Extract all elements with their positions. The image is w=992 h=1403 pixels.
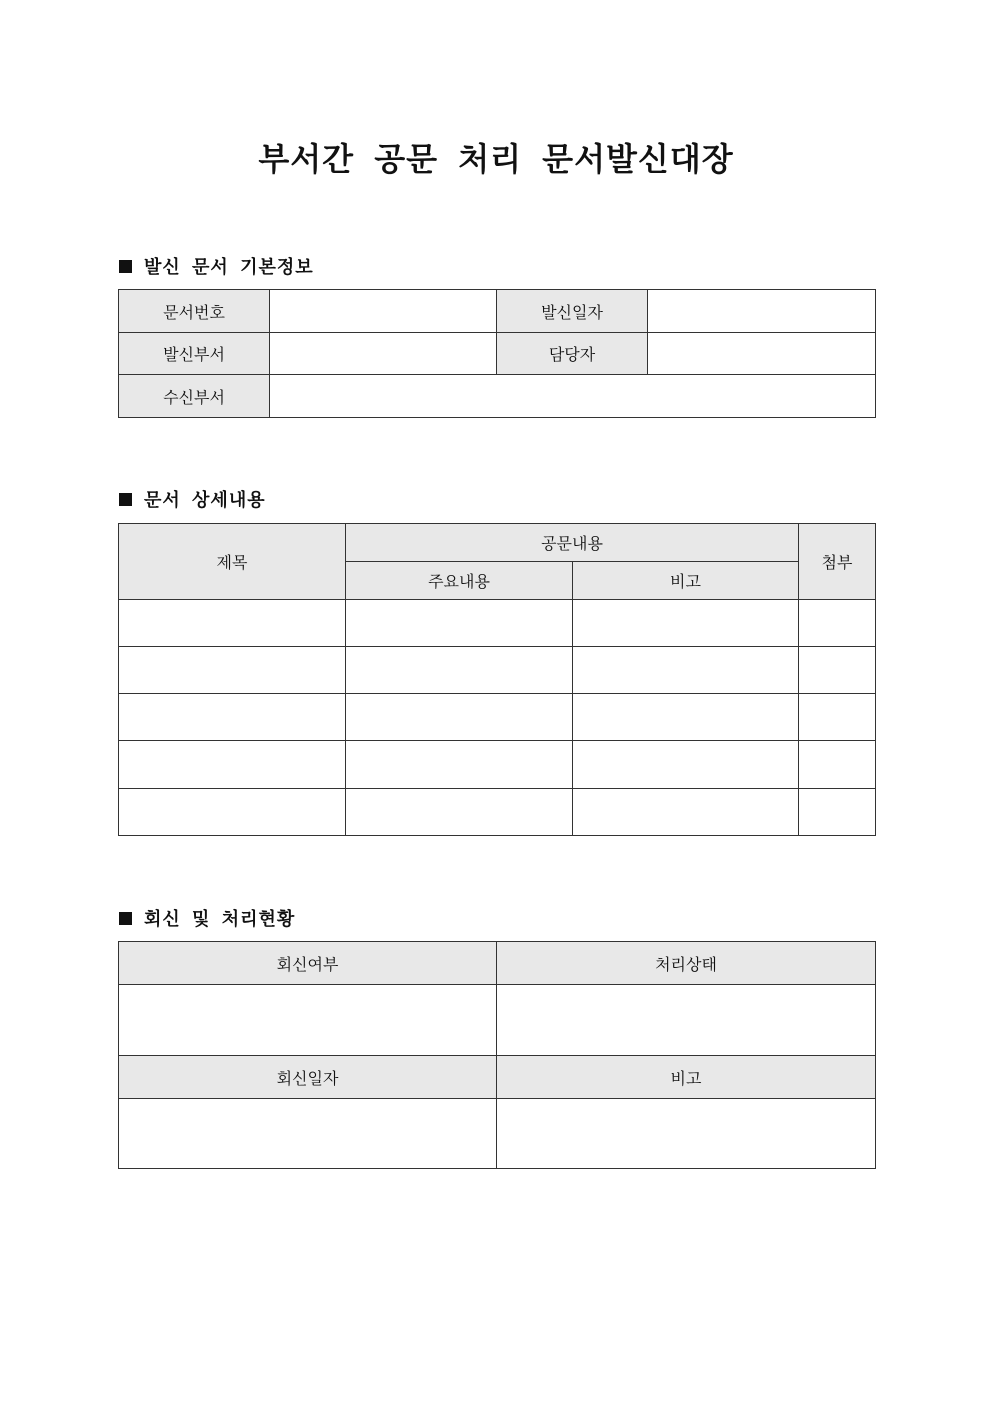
manager-label: 담당자: [497, 333, 648, 375]
reply-date-header: 회신일자: [119, 1056, 497, 1099]
attachment-cell[interactable]: [799, 789, 876, 836]
remarks-cell[interactable]: [573, 647, 799, 694]
reply-status-table: [118, 941, 876, 1169]
reply-date-field[interactable]: [119, 1099, 497, 1169]
subject-cell[interactable]: [119, 600, 346, 647]
basic-info-table: [118, 289, 876, 418]
attachment-cell[interactable]: [799, 694, 876, 741]
remarks-cell[interactable]: [573, 741, 799, 789]
main-content-cell[interactable]: [346, 694, 573, 741]
remarks-cell[interactable]: [573, 600, 799, 647]
section-heading-label: 회신 및 처리현황: [144, 909, 296, 930]
process-status-header: 처리상태: [497, 942, 876, 985]
remarks-header: 비고: [573, 562, 799, 600]
attachment-cell[interactable]: [799, 647, 876, 694]
table-row: [119, 694, 876, 741]
send-date-field[interactable]: [648, 290, 876, 333]
content-group-header: 공문내용: [346, 524, 799, 562]
attachment-cell[interactable]: [799, 741, 876, 789]
reply-status-field[interactable]: [119, 985, 497, 1056]
subject-cell[interactable]: [119, 741, 346, 789]
sender-dept-label: 발신부서: [119, 333, 270, 375]
main-content-cell[interactable]: [346, 647, 573, 694]
reply-status-header: 회신여부: [119, 942, 497, 985]
reply-remarks-header: 비고: [497, 1056, 876, 1099]
table-row: [119, 600, 876, 647]
section-heading-details: [119, 486, 266, 512]
square-bullet-icon: [119, 912, 132, 925]
square-bullet-icon: [119, 493, 132, 506]
sender-dept-field[interactable]: [270, 333, 497, 375]
page-title: 부서간 공문 처리 문서발신대장: [258, 140, 734, 178]
section-heading-reply-status: [119, 905, 295, 931]
subject-cell[interactable]: [119, 694, 346, 741]
reply-remarks-field[interactable]: [497, 1099, 876, 1169]
subject-header: 제목: [119, 524, 346, 600]
table-row: [119, 789, 876, 836]
square-bullet-icon: [119, 260, 132, 273]
table-row: [119, 741, 876, 789]
attachment-cell[interactable]: [799, 600, 876, 647]
receiver-dept-field[interactable]: [270, 375, 876, 418]
subject-cell[interactable]: [119, 647, 346, 694]
main-content-cell[interactable]: [346, 600, 573, 647]
section-heading-basic-info: [119, 253, 314, 279]
remarks-cell[interactable]: [573, 694, 799, 741]
main-content-header: 주요내용: [346, 562, 573, 600]
receiver-dept-label: 수신부서: [119, 375, 270, 418]
remarks-cell[interactable]: [573, 789, 799, 836]
attachment-header: 첨부: [799, 524, 876, 600]
table-row: [119, 647, 876, 694]
manager-field[interactable]: [648, 333, 876, 375]
doc-number-field[interactable]: [270, 290, 497, 333]
subject-cell[interactable]: [119, 789, 346, 836]
send-date-label: 발신일자: [497, 290, 648, 333]
details-table: [118, 523, 876, 836]
doc-number-label: 문서번호: [119, 290, 270, 333]
section-heading-label: 발신 문서 기본정보: [144, 257, 314, 278]
section-heading-label: 문서 상세내용: [144, 490, 266, 511]
main-content-cell[interactable]: [346, 789, 573, 836]
main-content-cell[interactable]: [346, 741, 573, 789]
process-status-field[interactable]: [497, 985, 876, 1056]
